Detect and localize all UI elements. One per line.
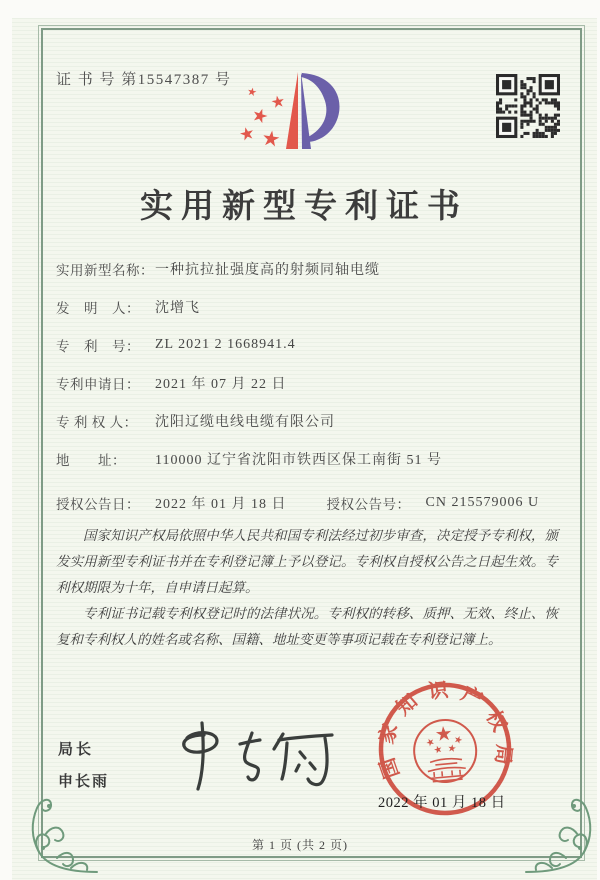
field-label: 授权公告日： [56, 497, 140, 512]
field-value: 110000 辽宁省沈阳市铁西区保工南街 51 号 [155, 453, 442, 468]
field-value-grant-no: CN 215579006 U [425, 495, 540, 510]
field-row-address [56, 440, 562, 478]
qr-code [496, 74, 560, 138]
field-row-patent-no [56, 326, 562, 364]
field-value: 沈阳辽缆电线电缆有限公司 [155, 415, 335, 430]
field-value: 沈增飞 [155, 301, 200, 316]
page-footer: 第 1 页 (共 2 页) [252, 838, 348, 852]
field-label: 发 明 人： [56, 301, 140, 316]
logo-stars [239, 87, 285, 147]
signer-name: 申长雨 [58, 773, 110, 790]
seal-date: 2022 年 01 月 18 日 [378, 795, 506, 811]
field-label: 授权公告号： [326, 497, 411, 512]
logo-triangle-red [286, 72, 298, 149]
field-row-patentee [56, 402, 562, 440]
field-label: 专 利 权 人： [56, 415, 138, 430]
field-label: 地 址： [56, 453, 126, 468]
page-title: 实用新型专利证书 [140, 189, 468, 225]
field-label: 专利申请日： [56, 377, 140, 392]
certificate-number: 证 书 号 第15547387 号 [56, 72, 232, 88]
field-list [56, 250, 562, 522]
body-paragraph: 国家知识产权局依照中华人民共和国专利法经过初步审查，决定授予专利权，颁发实用新型专利证书并在专利登记簿上予以登记。专利权自授权公告之日起生效。专利权期限为十年，自申请日起算。 [56, 528, 558, 596]
legal-text [56, 523, 558, 653]
official-seal-icon [353, 657, 537, 841]
field-label: 实用新型名称： [56, 263, 154, 278]
field-row-inventor [56, 288, 562, 326]
field-row-grant [56, 484, 562, 522]
body-paragraph: 专利证书记载专利权登记时的法律状况。专利权的转移、质押、无效、终止、恢复和专利权人的姓名或名称、国籍、地址变更等事项记载在专利登记簿上。 [56, 606, 558, 648]
field-row-filing-date [56, 364, 562, 402]
seal-ring-text: 国家知识产权局 [375, 679, 515, 782]
field-value: 一种抗拉扯强度高的射频同轴电缆 [155, 263, 380, 278]
field-value: 2021 年 07 月 22 日 [155, 377, 287, 392]
signer-title: 局长 [58, 741, 95, 758]
field-row-name [56, 250, 562, 288]
signature-icon [162, 712, 342, 804]
national-emblem-icon [412, 717, 479, 784]
field-value-grant-date: 2022 年 01 月 18 日 [155, 497, 287, 512]
cnipa-logo-icon [238, 62, 358, 162]
field-value: ZL 2021 2 1668941.4 [155, 337, 296, 352]
field-label: 专 利 号： [56, 339, 140, 354]
